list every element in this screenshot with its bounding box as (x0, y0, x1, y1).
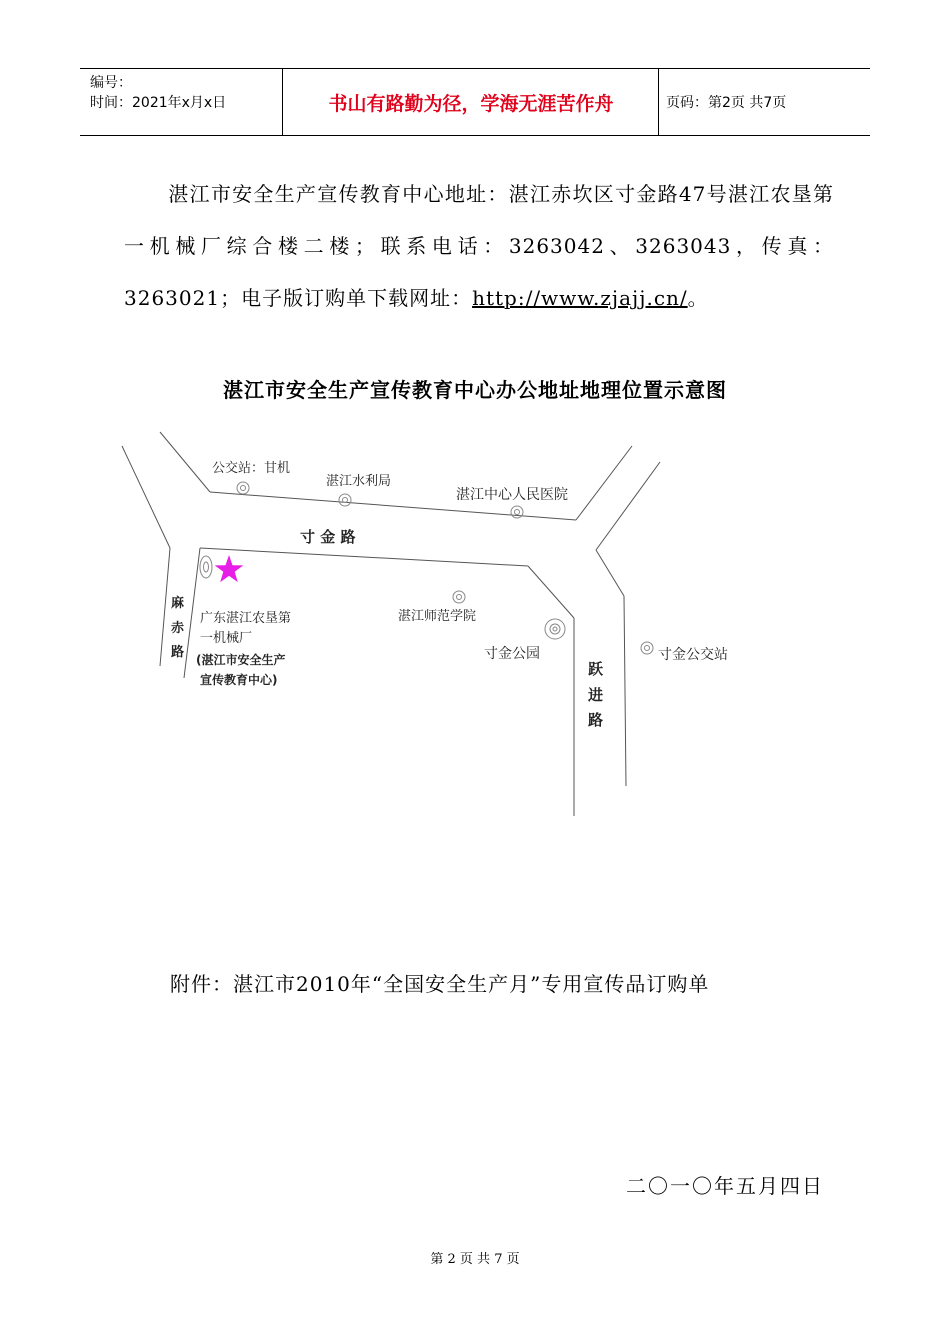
label-water-bureau: 湛江水利局 (326, 474, 392, 489)
marker-bus-stop-ganji (237, 482, 249, 494)
label-machinery-plant-line1: 广东湛江农垦第 (200, 611, 292, 626)
road-edge (528, 566, 574, 618)
label-cunjin-park: 寸金公园 (484, 646, 540, 662)
address-end: 。 (687, 286, 709, 310)
star-icon (215, 555, 244, 582)
road-edge (596, 550, 624, 596)
label-yuejin-road-char: 路 (588, 711, 604, 729)
header-divider (282, 69, 283, 135)
address-text: 湛江市安全生产宣传教育中心地址：湛江赤坎区寸金路47号湛江农垦第一机械厂综合楼二楼；联系电话：3263042、3263043，传真：3263021；电子版订购单下载网址： (124, 182, 834, 310)
marker-cunjin-bus-stop (641, 642, 653, 654)
page-header (80, 68, 870, 136)
road-edge (576, 446, 632, 520)
header-page-info: 页码：第2页 共7页 (666, 95, 787, 111)
document-number-label: 编号： (90, 75, 132, 91)
label-machinery-plant-line2: 一机械厂 (200, 631, 253, 646)
header-meta (90, 73, 226, 113)
label-bus-stop-ganji: 公交站：甘机 (212, 461, 291, 476)
marker-central-hospital (511, 506, 523, 518)
marker-cunjin-park (545, 619, 565, 639)
header-motto: 书山有路勤为径，学海无涯苦作舟 (328, 92, 614, 115)
label-yuejin-road-char: 进 (588, 686, 604, 704)
label-machi-road-char: 路 (171, 645, 185, 660)
marker-water-bureau (339, 494, 351, 506)
download-link[interactable]: http://www.zjajj.cn/ (472, 286, 688, 310)
map-title: 湛江市安全生产宣传教育中心办公地址地理位置示意图 (223, 378, 727, 402)
marker-machinery-plant (200, 556, 212, 578)
label-central-hospital: 湛江中心人民医院 (456, 487, 568, 503)
label-normal-college: 湛江师范学院 (398, 609, 477, 624)
page-footer: 第 2 页 共 7 页 (430, 1252, 520, 1267)
road-edge (160, 432, 210, 492)
road-edge (160, 548, 170, 666)
label-cunjin-bus-stop: 寸金公交站 (658, 647, 728, 663)
label-yuejin-road-char: 跃 (588, 660, 604, 678)
document-time: 时间：2021年x月x日 (90, 95, 227, 111)
label-cunjin-road: 寸 金 路 (300, 528, 356, 546)
location-map (0, 420, 950, 840)
road-edge (200, 548, 528, 566)
address-paragraph (124, 168, 834, 324)
attachment-line: 附件：湛江市2010年“全国安全生产月”专用宣传品订购单 (170, 972, 710, 996)
header-divider (658, 69, 659, 135)
road-edge (624, 596, 626, 786)
marker-normal-college (453, 591, 465, 603)
road-edge (122, 446, 170, 548)
label-center-line1: (湛江市安全生产 (196, 653, 286, 667)
road-edge (596, 462, 660, 550)
document-date: 二〇一〇年五月四日 (626, 1174, 824, 1198)
label-machi-road-char: 麻 (171, 596, 185, 611)
label-machi-road-char: 赤 (171, 621, 185, 636)
label-center-line2: 宣传教育中心) (200, 673, 278, 687)
